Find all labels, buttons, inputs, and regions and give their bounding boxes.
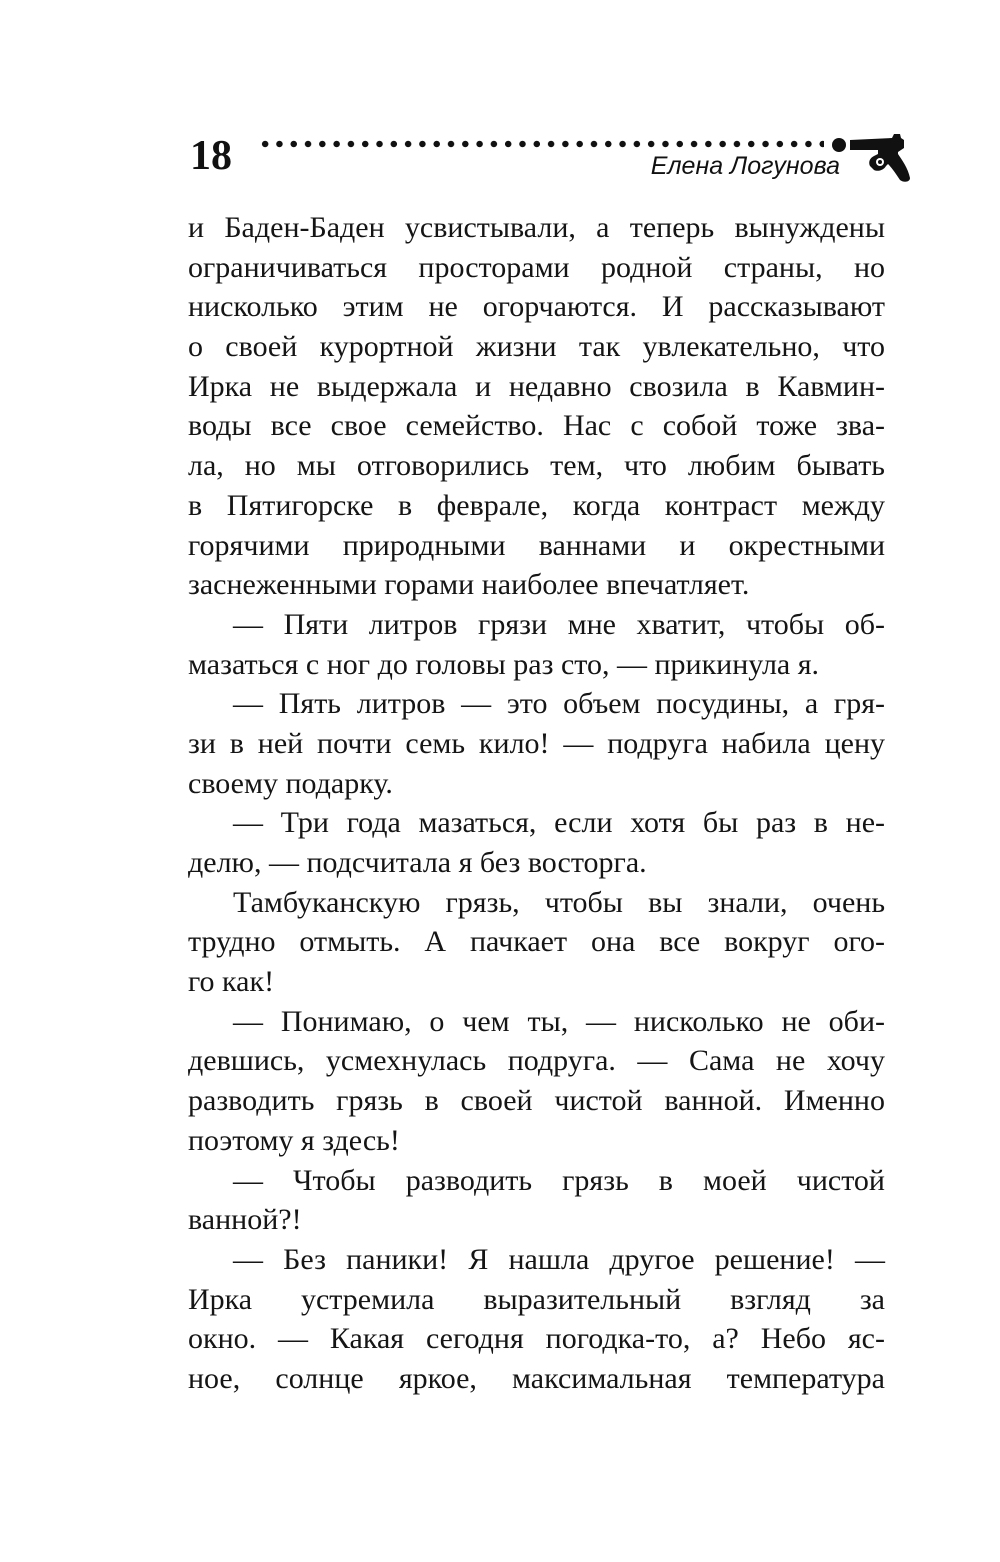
page-number: 18: [190, 133, 232, 179]
text-line: делю, — подсчитала я без восторга.: [188, 846, 647, 879]
running-header: [0, 0, 1000, 200]
text-line: зи в ней почти семь кило! — подруга набила цену: [188, 726, 885, 760]
dot-leader: [258, 138, 824, 150]
body-text: [188, 208, 885, 1399]
text-line: воды все свое семейство. Нас с собой тоже зва-: [188, 409, 885, 443]
paragraph: [188, 1161, 885, 1240]
text-line: в Пятигорске в феврале, когда контраст между: [188, 488, 885, 522]
text-line: — Чтобы разводить грязь в моей чистой: [233, 1163, 885, 1197]
text-line: и Баден-Баден усвистывали, а теперь вынуждены: [188, 211, 885, 244]
text-line: — Три года мазаться, если хотя бы раз в не-: [233, 806, 885, 840]
text-line: го как!: [188, 965, 275, 999]
text-line: окно. — Какая сегодня погодка-то, а? Небо яс-: [188, 1322, 885, 1356]
text-line: девшись, усмехнулась подруга. — Сама не хочу: [188, 1044, 885, 1078]
paragraph: [188, 1002, 885, 1161]
paragraph: [188, 605, 885, 684]
text-line: своему подарку.: [188, 766, 393, 800]
paragraph: [188, 883, 885, 1002]
text-line: нисколько этим не огорчаются. И рассказывают: [188, 290, 885, 324]
text-line: горячими природными ваннами и окрестными: [188, 528, 885, 562]
paragraph: [188, 803, 885, 882]
text-line: ванной?!: [188, 1203, 302, 1237]
text-line: — Пяти литров грязи мне хватит, чтобы об-: [233, 607, 885, 641]
text-line: разводить грязь в своей чистой ванной. Именно: [188, 1084, 885, 1118]
author-name: Елена Логунова: [650, 152, 840, 180]
revolver-icon: [848, 130, 912, 184]
text-line: трудно отмыть. А пачкает она все вокруг ого-: [188, 925, 885, 959]
text-line: Ирка не выдержала и недавно свозила в Кавмин-: [188, 369, 885, 403]
text-line: ограничиваться просторами родной страны, но: [188, 250, 885, 284]
text-line: заснеженными горами наиболее впечатляет.: [188, 568, 750, 602]
paragraph: [188, 208, 885, 605]
text-line: о своей курортной жизни так увлекательно, что: [188, 330, 885, 364]
text-line: ла, но мы отговорились тем, что любим бывать: [188, 449, 885, 483]
paragraph: [188, 684, 885, 803]
paragraph: [188, 1240, 885, 1399]
text-line: ное, солнце яркое, максимальная температура: [188, 1361, 885, 1395]
text-line: Тамбуканскую грязь, чтобы вы знали, очень: [233, 885, 885, 919]
text-line: Ирка устремила выразительный взгляд за: [188, 1282, 885, 1316]
text-line: — Пять литров — это объем посудины, а гря-: [233, 687, 885, 721]
text-line: — Без паники! Я нашла другое решение! —: [233, 1242, 885, 1276]
text-line: поэтому я здесь!: [188, 1123, 400, 1157]
text-line: мазаться с ног до головы раз сто, — прикинула я.: [188, 647, 820, 681]
text-line: — Понимаю, о чем ты, — нисколько не оби-: [233, 1004, 885, 1038]
